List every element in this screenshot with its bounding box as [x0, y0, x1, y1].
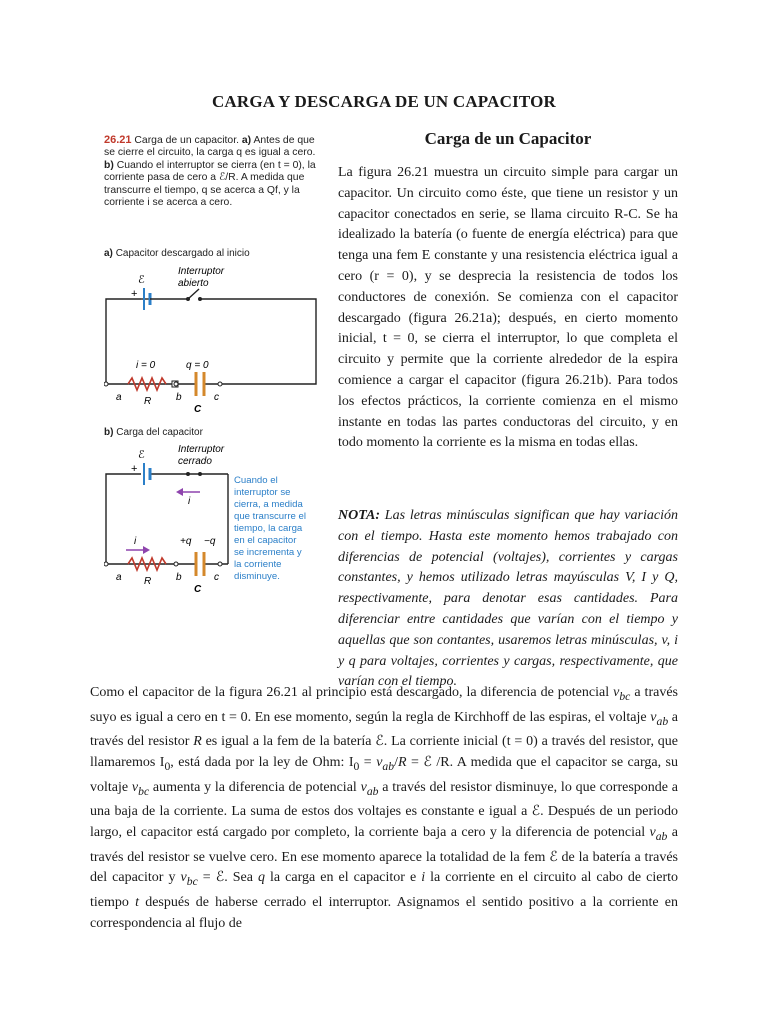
- p2-sub: ab: [382, 759, 395, 773]
- minus-q-label: −q: [204, 536, 216, 547]
- note-line-4: tiempo, la carga: [234, 523, 303, 534]
- p2-sub: bc: [186, 875, 198, 889]
- paragraph-1: La figura 26.21 muestra un circuito simple para cargar un capacitor. Un circuito como éste, que tiene un resistor y un capacitor conectados en serie, se llama circuito R-C. Se ha idealizado la batería (o fuente de energía eléctrica) para que tenga una fem E constante y una resistencia eléctrica igual a cero (r = 0), y se desprecia la resistencia de todos los conductores de conexión. Se comienza con el capacitor descargado (figura 26.21a); después, en cierto momento inicial, t = 0, se cierra el interruptor, lo que completa el circuito y permite que la corriente alrededor de la espira comience a cargar el capacitor (figura 26.21b). Para todos los efectos prácticos, la corriente comienza en el mismo instante en todas las partes conductoras del circuito, y en todo momento la corriente es la misma en todas ellas.: [338, 165, 678, 451]
- switch-a-contact: [198, 297, 202, 301]
- current-arrow-top-head: [176, 488, 183, 496]
- p2-v: v: [649, 824, 656, 840]
- caption-a-text: Antes de que se cierre el circuito, la carga q es igual a cero.: [104, 135, 316, 159]
- p2-v: v: [360, 779, 367, 795]
- p2-sub0: 0: [353, 759, 360, 773]
- p2-q: q: [257, 870, 265, 886]
- p2-seg-33: la corriente en el circuito al cabo de cierto tiempo: [90, 870, 678, 910]
- switch-closed-line2: cerrado: [178, 456, 212, 467]
- p2-seg-3: a través suyo es igual a cero en t = 0. En ese momento, según la regla de Kirchhoff de las espiras, el voltaje: [90, 685, 678, 725]
- p2-seg-17: = ℰ /R. A medida que el capacitor se carga, su voltaje: [90, 754, 678, 795]
- note-line-0: Cuando el: [234, 475, 278, 486]
- note-line-7: la corriente: [234, 559, 282, 570]
- figure-b-letter: b): [104, 427, 114, 438]
- node-c-label-b: c: [214, 572, 219, 583]
- p2-sub: bc: [619, 689, 631, 703]
- p2-i: i: [421, 870, 426, 886]
- note-line-5: en el capacitor: [234, 535, 297, 546]
- emf-b: ℰ: [138, 449, 145, 461]
- capacitor-a-gap: [198, 378, 203, 390]
- figure-a-letter: a): [104, 248, 113, 259]
- section-title: Carga de un Capacitor: [424, 129, 592, 148]
- node-a-label-b: a: [116, 572, 122, 583]
- p2-v: v: [376, 754, 383, 770]
- node-b-label-a: b: [176, 392, 182, 403]
- node-c-a: [218, 382, 222, 386]
- p2-seg-0: Como el capacitor de la figura 26.21 al principio está descargado, la diferencia de potencial: [90, 685, 614, 700]
- cap-label-b: C: [194, 584, 202, 594]
- node-b-a-dot: [174, 382, 178, 386]
- page-title: CARGA Y DESCARGA DE UN CAPACITOR: [211, 92, 557, 111]
- p2-sub: ab: [655, 829, 668, 843]
- p2-seg-26: a través del resistor se vuelve cero. En ese momento aparece la totalidad de la fem ℰ de la batería a través del capacitor y: [90, 824, 678, 886]
- q-zero-label: q = 0: [186, 360, 209, 371]
- i-label-top: i: [188, 496, 191, 507]
- caption-b-text: Cuando el interruptor se cierra (en t = 0), la corriente pasa de cero a ℰ/R. A medida que transcurre el tiempo, q se acerca a Qf, y la corriente i se acerca a cero.: [104, 159, 316, 209]
- figure-number: 26.21: [104, 134, 132, 146]
- p2-seg-35: después de haberse cerrado el interruptor. Asignamos el sentido positivo a la corriente en correspondencia al flujo de: [90, 894, 678, 931]
- p2-v: v: [650, 709, 657, 725]
- p2-seg-8: es igual a la fem de la batería ℰ. La corriente inicial (t = 0) a través del resistor, que llamaremos I: [90, 734, 678, 770]
- note-line-2: cierra, a medida: [234, 499, 303, 510]
- nota-block: [90, 506, 678, 693]
- note-line-3: que transcurre el: [234, 511, 306, 522]
- node-a-a: [104, 382, 108, 386]
- intro-paragraph: [338, 163, 678, 454]
- p2-R: R: [193, 734, 202, 750]
- note-line-6: se incrementa y: [234, 547, 302, 558]
- i-label-bottom: i: [134, 536, 137, 547]
- plus-b: +: [131, 463, 138, 475]
- switch-closed-line1: Interruptor: [178, 444, 225, 455]
- plus-a: +: [131, 288, 138, 300]
- plus-q-label: +q: [180, 536, 192, 547]
- switch-open-line2: abierto: [178, 278, 209, 289]
- p2-sub: ab: [656, 714, 669, 728]
- p2-v: v: [613, 685, 620, 700]
- caption-head: Carga de un capacitor.: [134, 135, 239, 146]
- nota-text: Las letras minúsculas significan que hay variación con el tiempo. Hasta este momento hemos trabajado con diferencias de potencial (voltajes), corrientes y cargas constantes, y hemos utilizado letras mayúsculas V, I y Q, respectivamente, para denotar esas cantidades. Para diferenciar entre cantidades que varían con el tiempo y aquellas que son contantes, usaremos letras minúsculas, v, i y q para voltajes, corrientes y cargas, respectivamente, que varían con el tiempo.: [338, 508, 678, 690]
- circuit-a-wire: [106, 299, 316, 384]
- nota-label: NOTA:: [338, 508, 380, 523]
- p2-sub: ab: [366, 784, 379, 798]
- node-a-label-a: a: [116, 392, 122, 403]
- figure-a-text: Capacitor descargado al inicio: [115, 248, 250, 259]
- switch-b-pivot: [186, 472, 190, 476]
- p2-t: t: [135, 894, 139, 910]
- p2-seg-20: aumenta y la diferencia de potencial: [149, 779, 361, 795]
- p2-sub0: 0: [164, 759, 171, 773]
- note-line-8: disminuye.: [234, 571, 280, 582]
- paragraph-2: [90, 683, 678, 935]
- p2-sub: bc: [138, 784, 150, 798]
- switch-open-line1: Interruptor: [178, 266, 225, 277]
- node-c-label-a: c: [214, 392, 219, 403]
- p2-seg-6: a través del resistor: [90, 709, 679, 750]
- note-line-1: interruptor se: [234, 487, 291, 498]
- caption-a-letter: a): [241, 135, 252, 146]
- cap-label-a: C: [194, 404, 202, 415]
- emf-a: ℰ: [138, 274, 145, 286]
- node-b-label-b: b: [176, 572, 182, 583]
- p2-seg-29: = ℰ. Sea: [197, 870, 258, 886]
- switch-b-contact: [198, 472, 202, 476]
- p2-seg-12: =: [359, 754, 377, 770]
- p2-seg-31: la carga en el capacitor e: [264, 870, 422, 886]
- p2-v: v: [180, 870, 187, 886]
- p2-seg-23: a través del resistor disminuye, lo que corresponde a una baja de la corriente. La suma de estos dos voltajes es constante e igual a ℰ. Después de un periodo largo, el capacitor está cargado por completo, la corriente baja a cero y la diferencia de potencial: [90, 779, 678, 840]
- res-label-b: R: [144, 576, 152, 587]
- p2-R: R: [397, 754, 407, 770]
- p2-seg-15: /: [394, 754, 398, 770]
- res-label-a: R: [144, 396, 152, 407]
- figure-b-text: Carga del capacitor: [116, 427, 203, 438]
- caption-b-letter: b): [104, 159, 114, 171]
- circuit-a: [104, 266, 316, 415]
- i-zero-label: i = 0: [136, 360, 156, 371]
- p2-v: v: [131, 779, 139, 795]
- p2-seg-10: , está dada por la ley de Ohm: I: [170, 754, 354, 770]
- switch-a-blade: [188, 289, 199, 299]
